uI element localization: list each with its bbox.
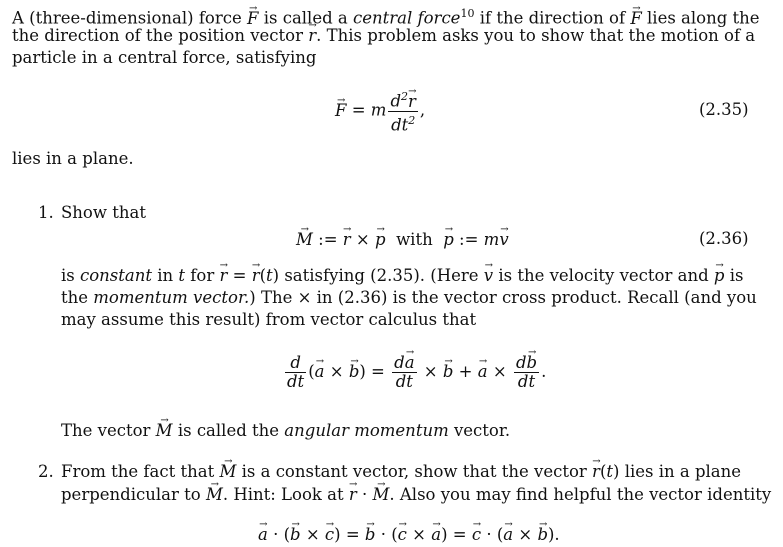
- symbol-t: t: [266, 266, 273, 285]
- item-1-line-4: [61, 420, 510, 442]
- symbol-p: p →: [714, 265, 725, 287]
- symbol-r: r →: [592, 461, 600, 483]
- frac-db-dt: $\frac{db \to}{dt}$: [514, 354, 539, 391]
- symbol-M: M →: [372, 484, 389, 506]
- intro-text: is called a: [258, 8, 353, 28]
- intro-text: the direction of the position vector: [12, 26, 309, 45]
- intro-text: lies along the: [641, 8, 760, 28]
- text: the: [61, 288, 94, 307]
- symbol-r: r →: [252, 265, 260, 287]
- text: From the fact that: [61, 462, 220, 481]
- item-1-line-1: is constant in t for r → = r →(t) satisfying (2.35). (Here v → is the velocity vector and p → is: [61, 265, 743, 287]
- intro-text: . This problem asks you to show that the motion of a: [316, 26, 756, 45]
- item-1-line-3: may assume this result) from vector calculus that: [61, 310, 477, 329]
- symbol-F: F →: [335, 92, 346, 130]
- symbol-r: r →: [308, 25, 316, 47]
- text: The vector: [61, 421, 156, 440]
- text: is called the: [172, 421, 285, 440]
- item-1-line-2: [61, 287, 757, 309]
- symbol-r: r →: [219, 265, 227, 287]
- term-angular-momentum: angular momentum: [284, 421, 449, 440]
- symbol-M: M →: [296, 229, 313, 251]
- symbol-t: t: [178, 266, 186, 285]
- term-central-force: central force: [353, 8, 461, 28]
- symbol-M: M →: [206, 484, 223, 506]
- equation-number-2-35: (2.35): [699, 100, 749, 119]
- text: satisfying (2.35). (Here: [279, 266, 484, 285]
- symbol-m: m: [370, 100, 387, 120]
- text: is the velocity vector and: [493, 266, 714, 285]
- symbol-F: F →: [247, 8, 258, 30]
- text: is a constant vector, show that the vector: [236, 462, 593, 481]
- symbol-r: r →: [349, 484, 357, 506]
- item-2-marker: 2.: [38, 462, 54, 481]
- text: is: [61, 266, 80, 285]
- text: ) The × in (2.36) is the vector cross product. Recall (and you: [249, 288, 757, 307]
- intro-text: A (three-dimensional) force: [12, 8, 248, 28]
- frac-da-dt: $\frac{da \to}{dt}$: [392, 354, 416, 391]
- text: vector.: [448, 421, 511, 440]
- fraction-d2r-dt2: $\frac{d^2r \to}{dt^2}$: [388, 88, 417, 134]
- term-constant: constant: [80, 266, 152, 285]
- text: . Hint: Look at: [222, 485, 349, 504]
- text: perpendicular to: [61, 485, 206, 504]
- text: is: [724, 266, 744, 285]
- equation-2-36: M → := r → × p → with p → := mv →: [296, 229, 509, 251]
- equation-word-with: with: [396, 230, 433, 249]
- item-2-line-1: From the fact that M → is a constant vector, show that the vector r →(t) lies in a plane: [61, 461, 741, 483]
- symbol-v: v →: [484, 265, 493, 287]
- intro-text: if the direction of: [474, 8, 631, 28]
- item-1-intro: Show that: [61, 203, 146, 222]
- equation-number-2-36: (2.36): [699, 229, 749, 248]
- symbol-M: M →: [219, 461, 236, 483]
- after-equation-text: lies in a plane.: [12, 149, 134, 168]
- intro-line-3: particle in a central force, satisfying: [12, 48, 317, 67]
- equation-product-rule: $\frac{d}{dt}$ (a → × b →) = $\frac{da \to}{dt}$ × b → + a → × $\frac{db \to}{dt}$ .: [283, 352, 546, 392]
- symbol-t: t: [606, 462, 614, 481]
- text: lies in a plane: [619, 462, 742, 481]
- symbol-F: F →: [630, 8, 641, 30]
- item-2-line-2: perpendicular to M →. Hint: Look at r → · M →. Also you may find helpful the vector identity: [61, 484, 771, 506]
- frac-d-dt: $\frac{d}{dt}$: [287, 353, 305, 391]
- equation-2-35: F → = m $\frac{d^2r \to}{dt^2}$ ,: [335, 88, 425, 134]
- item-1-marker: 1.: [38, 203, 54, 222]
- intro-line-2: [12, 25, 755, 47]
- term-momentum-vector: momentum vector.: [93, 288, 250, 307]
- text: in: [152, 266, 179, 285]
- text: . Also you may find helpful the vector identity: [389, 485, 772, 504]
- text: for: [185, 266, 220, 285]
- symbol-M: M →: [156, 420, 173, 442]
- equation-vector-identity: a → · (b → × c →) = b → · (c → × a →) = c → · (a → × b →).: [258, 524, 560, 546]
- footnote-marker: 10: [460, 7, 475, 20]
